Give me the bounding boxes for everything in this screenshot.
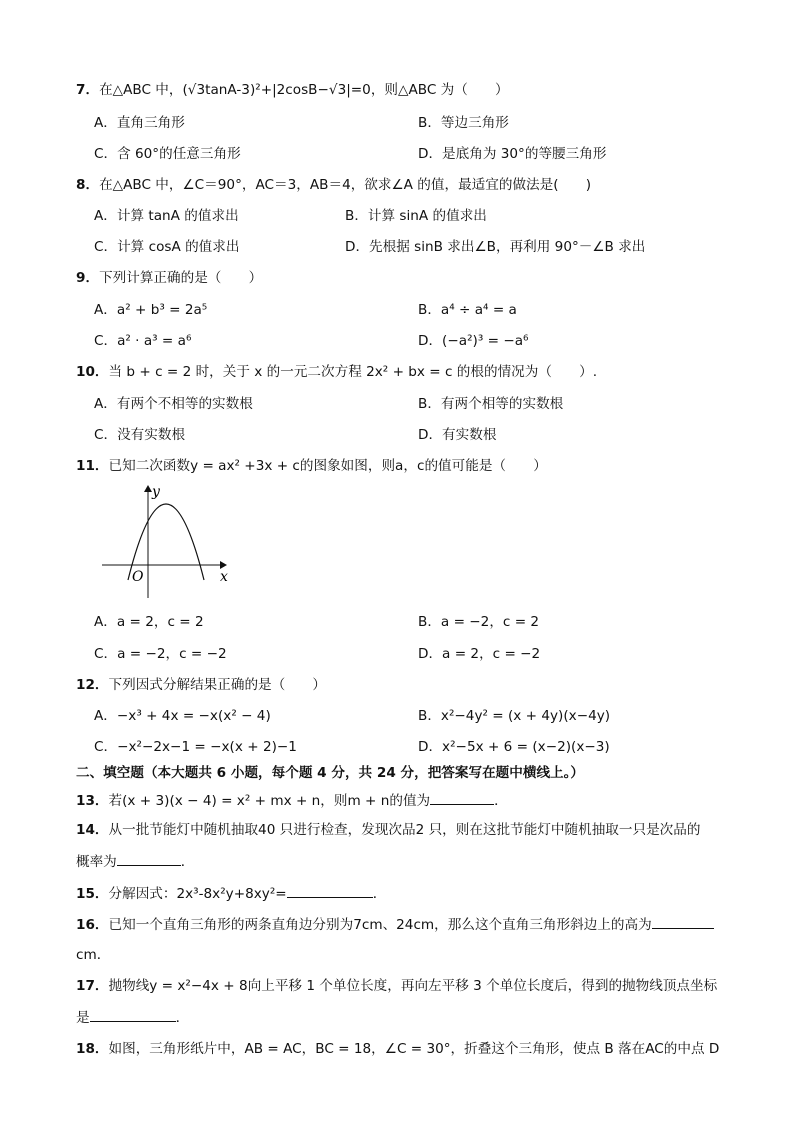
option-c: C．计算 cosA 的值求出: [94, 239, 240, 255]
option-c: C．a² · a³ = a⁶: [94, 333, 192, 349]
question-text: 当 b + c = 2 时，关于 x 的一元二次方程 2x² + bx = c 的根的情况为（ ）.: [108, 364, 598, 380]
question-14: [76, 820, 700, 840]
answer-blank[interactable]: [430, 790, 494, 805]
option-a: A．−x³ + 4x = −x(x² − 4): [94, 708, 271, 724]
question-number: 10．: [76, 364, 109, 380]
question-text: 若(x + 3)(x − 4) = x² + mx + n，则m + n的值为: [108, 793, 431, 809]
question-number: 17．: [76, 978, 109, 994]
question-text: 是: [76, 1010, 90, 1026]
option-c: C．含 60°的任意三角形: [94, 146, 241, 162]
punctuation: ．: [175, 1010, 190, 1026]
question-17-continued: [76, 1007, 189, 1028]
punctuation: ．: [372, 886, 387, 902]
option-b: B．计算 sinA 的值求出: [345, 208, 487, 224]
option-b: B．a = −2，c = 2: [418, 614, 540, 630]
question-17: [76, 976, 717, 996]
option-c: C．−x²−2x−1 = −x(x + 2)−1: [94, 739, 297, 755]
question-12: [76, 675, 326, 695]
answer-blank[interactable]: [90, 1007, 176, 1022]
answer-blank[interactable]: [117, 851, 181, 866]
question-18: [76, 1039, 719, 1059]
question-16-continued: [76, 945, 110, 965]
answer-blank[interactable]: [652, 914, 714, 929]
question-11: [76, 456, 547, 476]
punctuation: ．: [180, 854, 195, 870]
question-text: 抛物线y = x²−4x + 8向上平移 1 个单位长度，再向左平移 3 个单位长度后，得到的抛物线顶点坐标: [108, 978, 718, 994]
option-d: D．先根据 sinB 求出∠B，再利用 90°－∠B 求出: [345, 239, 646, 255]
option-d: D．有实数根: [418, 427, 497, 443]
question-number: 13．: [76, 793, 109, 809]
option-b: B．有两个相等的实数根: [418, 396, 564, 412]
question-text: 从一批节能灯中随机抽取40 只进行检查，发现次品2 只，则在这批节能灯中随机抽取一只是次品的: [108, 822, 701, 838]
option-d: D．是底角为 30°的等腰三角形: [418, 146, 607, 162]
question-13: [76, 790, 508, 811]
question-number: 12．: [76, 677, 109, 693]
punctuation: ．: [494, 793, 508, 809]
x-axis-label: x: [220, 569, 228, 585]
question-9: [76, 268, 262, 288]
option-c: C．a = −2，c = −2: [94, 646, 227, 662]
y-axis-label: y: [152, 484, 160, 500]
question-15: [76, 883, 386, 904]
question-number: 7．: [76, 82, 100, 98]
option-a: A．a² + b³ = 2a⁵: [94, 302, 208, 318]
option-d: D．(−a²)³ = −a⁶: [418, 333, 529, 349]
question-number: 8．: [76, 177, 100, 193]
option-a: A．直角三角形: [94, 115, 185, 131]
question-16: [76, 914, 714, 935]
origin-label: O: [132, 569, 144, 585]
question-14-continued: [76, 851, 194, 872]
unit-text: cm．: [76, 947, 111, 963]
option-a: A．计算 tanA 的值求出: [94, 208, 239, 224]
question-text: 分解因式：2x³-8x²y+8xy²=: [108, 886, 287, 902]
option-d: D．a = 2，c = −2: [418, 646, 541, 662]
question-number: 16．: [76, 917, 109, 933]
question-number: 14．: [76, 822, 109, 838]
answer-blank[interactable]: [287, 883, 373, 898]
question-text: 概率为: [76, 854, 117, 870]
question-number: 11．: [76, 458, 109, 474]
question-text: 已知二次函数y = ax² +3x + c的图象如图，则a，c的值可能是（ ）: [108, 458, 547, 474]
question-text: 已知一个直角三角形的两条直角边分别为7cm、24cm，那么这个直角三角形斜边上的高为: [108, 917, 652, 933]
question-text: 在△ABC 中，(√3tanA-3)²+|2cosB−√3|=0，则△ABC 为（ ）: [99, 82, 509, 98]
question-7: [76, 80, 509, 100]
question-number: 15．: [76, 886, 109, 902]
question-10: [76, 362, 597, 382]
question-text: 下列计算正确的是（ ）: [99, 270, 263, 286]
question-text: 如图，三角形纸片中，AB = AC，BC = 18，∠C = 30°，折叠这个三角形，使点 B 落在AC的中点 D: [108, 1041, 720, 1057]
parabola-graph: [96, 480, 242, 602]
option-b: B．x²−4y² = (x + 4y)(x−4y): [418, 708, 611, 724]
question-text: 在△ABC 中，∠C＝90°，AC＝3，AB＝4，欲求∠A 的值，最适宜的做法是( ): [99, 177, 592, 193]
option-a: A．a = 2，c = 2: [94, 614, 204, 630]
option-c: C．没有实数根: [94, 427, 186, 443]
question-number: 18．: [76, 1041, 109, 1057]
option-b: B．a⁴ ÷ a⁴ = a: [418, 302, 517, 318]
question-number: 9．: [76, 270, 100, 286]
question-8: [76, 175, 591, 195]
option-b: B．等边三角形: [418, 115, 509, 131]
option-d: D．x²−5x + 6 = (x−2)(x−3): [418, 739, 610, 755]
section-title: 二、填空题（本大题共 6 小题，每个题 4 分，共 24 分，把答案写在题中横线上。）: [76, 765, 585, 781]
option-a: A．有两个不相等的实数根: [94, 396, 253, 412]
question-text: 下列因式分解结果正确的是（ ）: [108, 677, 327, 693]
